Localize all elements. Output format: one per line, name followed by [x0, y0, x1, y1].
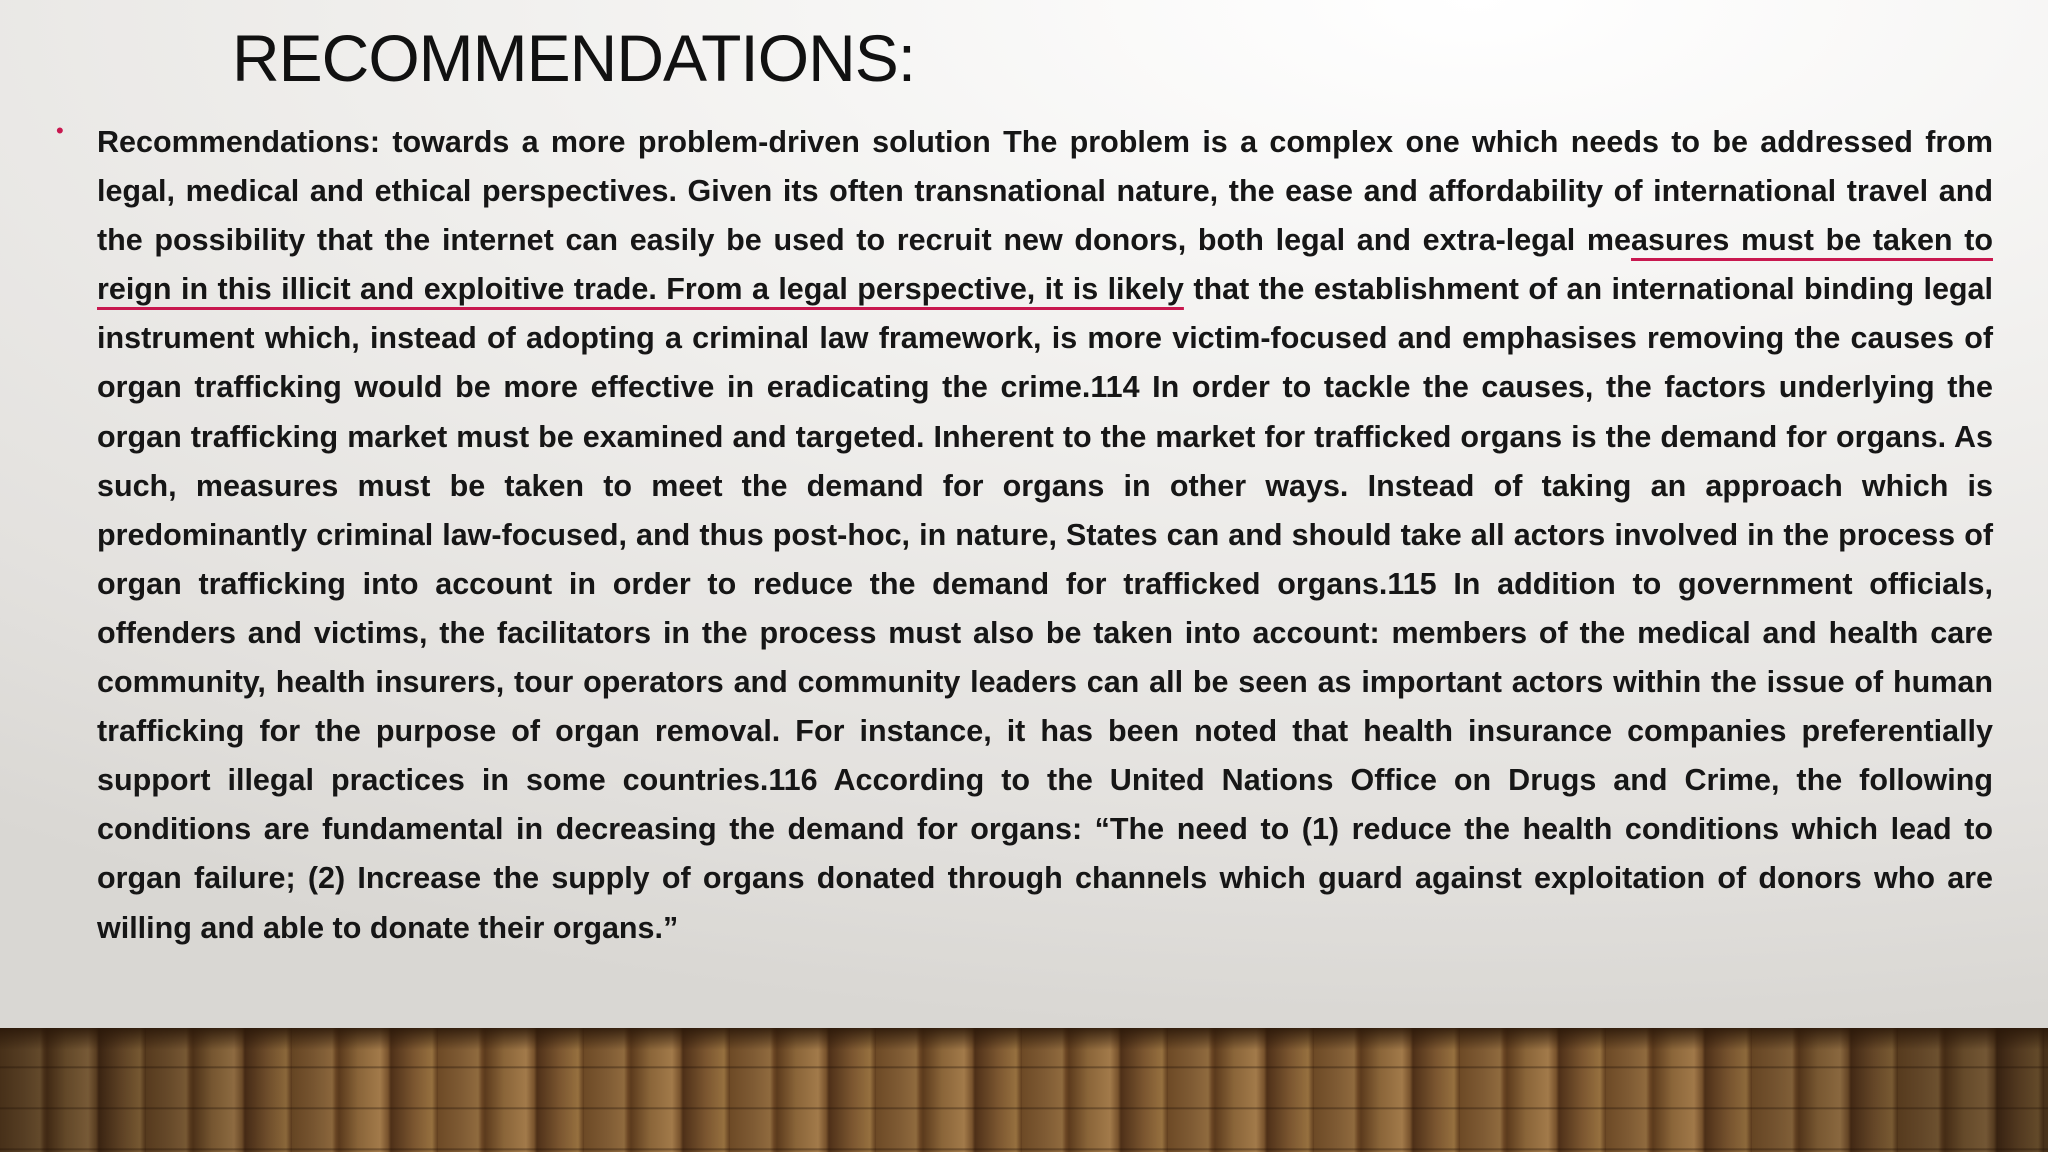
slide-title: RECOMMENDATIONS:	[232, 21, 916, 95]
underlined-highlight: asures must be taken to reign in this illicit and exploitive trade. From a legal perspective, it is likely	[97, 223, 1993, 307]
paragraph-text-start: Recommendations: towards a more problem-driven solution The problem is a complex one which needs to be addressed from legal, medical and ethical perspectives. Given its often transnational nature, the ease and affordability of international travel and the possibility that the internet can easily be used to recruit new donors, both legal and extra-legal me	[97, 125, 1993, 258]
body-paragraph	[97, 118, 1993, 953]
paragraph-text-end: that the establishment of an international binding legal instrument which, instead of adopting a criminal law framework, is more victim-focused and emphasises removing the causes of organ trafficking would be more effective in eradicating the crime.114 In order to tackle the causes, the factors underlying the organ trafficking market must be examined and targeted. Inherent to the market for trafficked organs is the demand for organs. As such, measures must be taken to meet the demand for organs in other ways. Instead of taking an approach which is predominantly criminal law-focused, and thus post-hoc, in nature, States can and should take all actors involved in the process of organ trafficking into account in order to reduce the demand for trafficked organs.115 In addition to government officials, offenders and victims, the facilitators in the process must also be taken into account: members of the medical and health care community, health insurers, tour operators and community leaders can all be seen as important actors within the issue of human trafficking for the purpose of organ removal. For instance, it has been noted that health insurance companies preferentially support illegal practices in some countries.116 According to the United Nations Office on Drugs and Crime, the following conditions are fundamental in decreasing the demand for organs: “The need to (1) reduce the health conditions which lead to organ failure; (2) Increase the supply of organs donated through channels which guard against exploitation of donors who are willing and able to donate their organs.”	[97, 272, 1993, 945]
wood-floor-decoration	[0, 1028, 2048, 1152]
bullet-marker: •	[56, 118, 64, 143]
